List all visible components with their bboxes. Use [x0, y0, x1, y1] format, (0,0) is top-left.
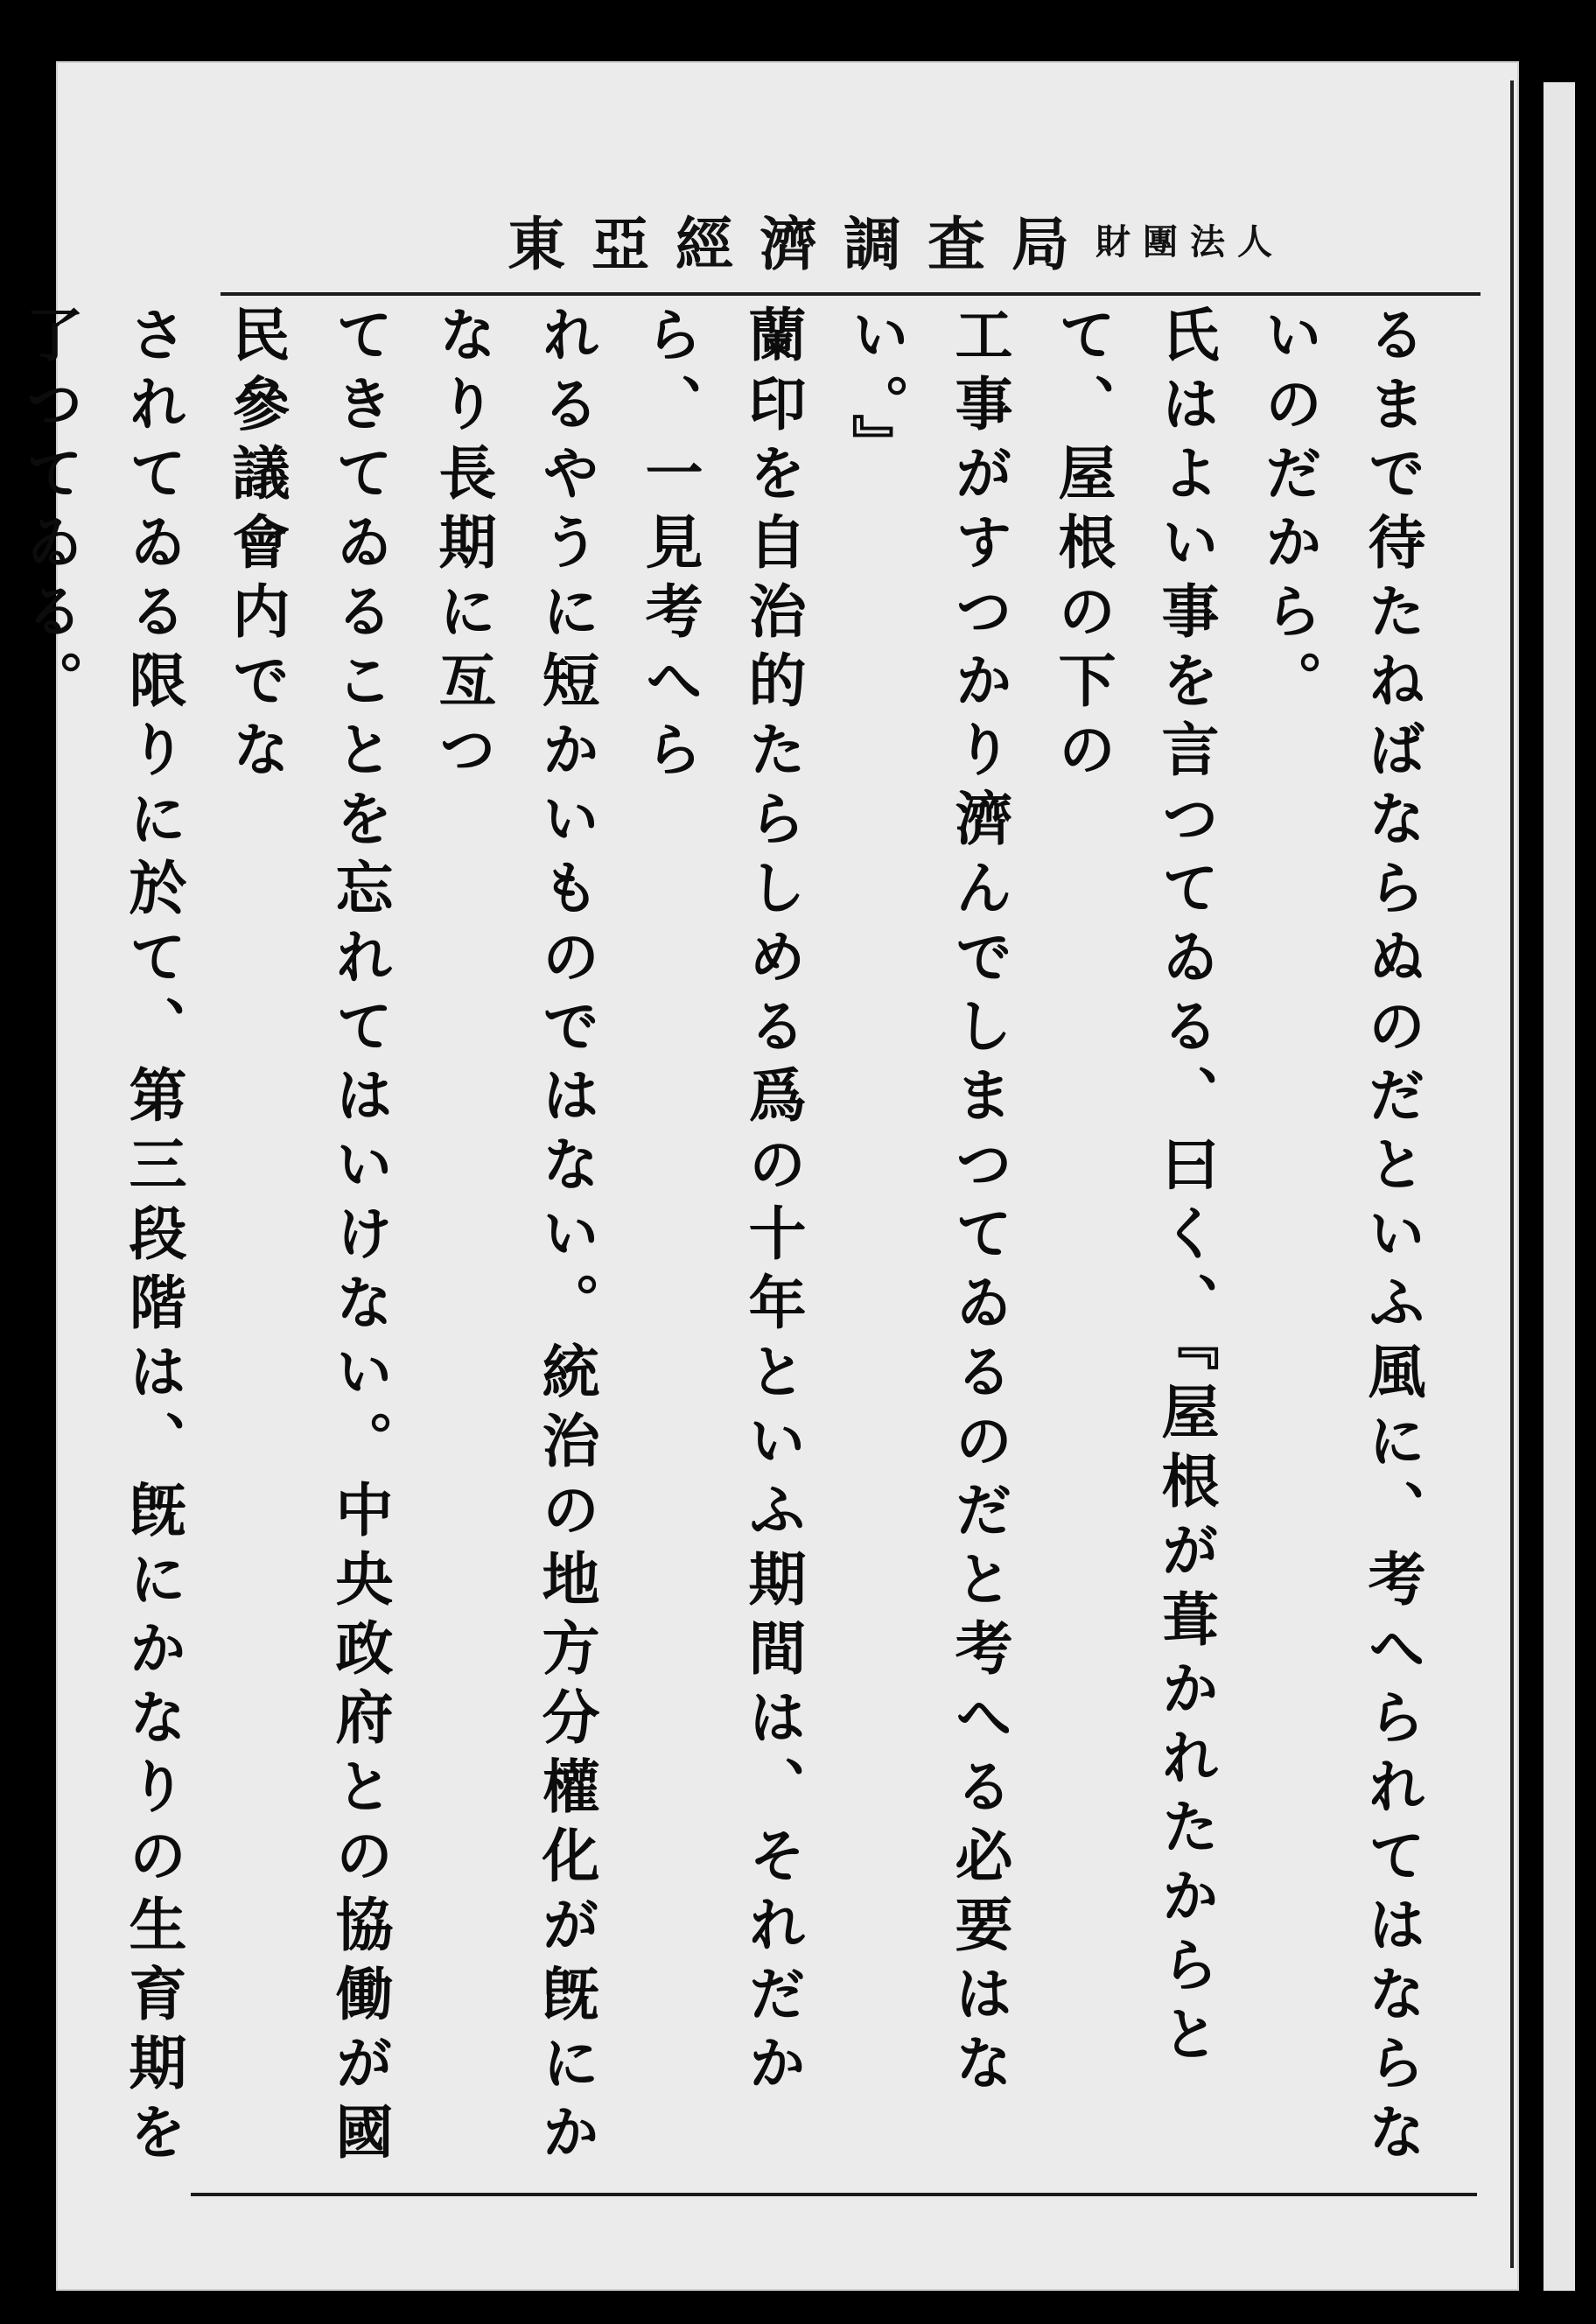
- text-column: 蘭印を自治的たらしめる爲の十年といふ期間は、それだから、一見考へら: [635, 304, 807, 2102]
- text-column: てきてゐることを忘れてはいけない。中央政府との協働が國民參議會内でな: [222, 304, 394, 2171]
- running-header: [508, 198, 1307, 281]
- text-column: れるやうに短かいものではない。統治の地方分權化が旣にかなり長期に亙つ: [429, 304, 600, 2171]
- text-column: 氏はよい事を言つてゐる、曰く、『屋根が葺かれたからとて、屋根の下の: [1048, 304, 1220, 2073]
- text-column: されてゐる限りに於て、第三段階は、旣にかなりの生育期を了つてゐる。: [16, 304, 187, 2171]
- header-rule: [220, 292, 1480, 296]
- publisher-prefix: 財團法人: [1096, 221, 1284, 262]
- page-edge-line: [1510, 80, 1514, 2268]
- publisher-name: 東亞經濟調査局: [508, 210, 1096, 278]
- footer-rule: [191, 2193, 1477, 2196]
- vertical-body-text: [16, 304, 1444, 2184]
- text-column: 工事がすつかり濟んでしまつてゐるのだと考へる必要はない。』: [842, 304, 1013, 2102]
- text-column: るまで待たねばならぬのだといふ風に、考へられてはならないのだから。: [1255, 304, 1426, 2171]
- adjacent-page-edge: [1544, 82, 1575, 2291]
